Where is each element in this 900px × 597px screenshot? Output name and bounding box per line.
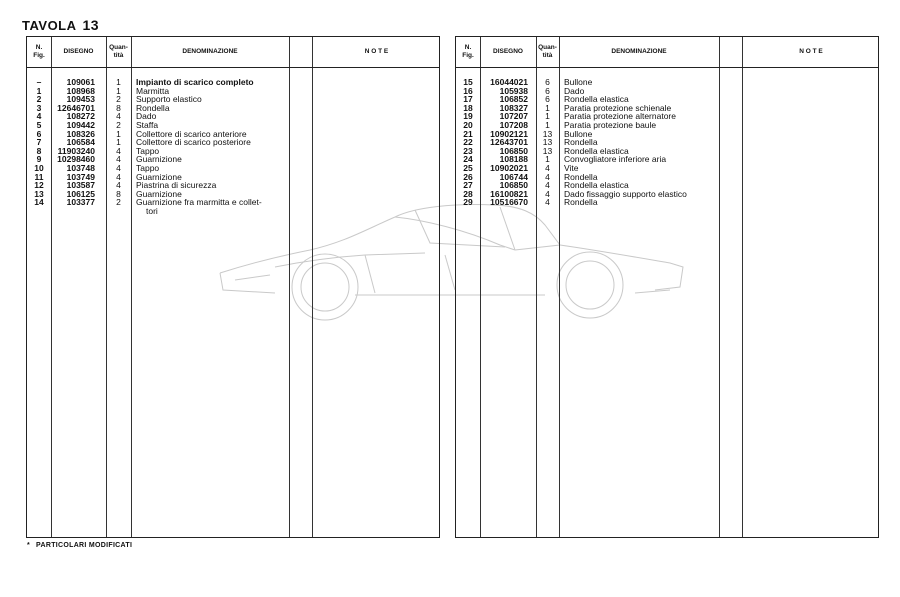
denominazione-cell: Paratia protezione schienale [564,102,672,113]
fig-cell: 9 [36,154,42,165]
denominazione-cell: Rondella [564,171,598,182]
qty-cell: 1 [545,111,550,122]
disegno-cell: 106850 [499,180,528,191]
qty-cell: 1 [116,85,121,96]
footnote-text: PARTICOLARI MODIFICATI [36,542,133,549]
disegno-cell: 109061 [66,77,95,87]
qty-cell: 4 [545,197,550,208]
disegno-cell: 12646701 [57,102,95,113]
fig-cell: 10 [34,162,44,173]
parts-table-right [455,36,879,538]
page-title-label: TAVOLA [22,18,77,33]
qty-cell: 2 [116,119,121,130]
header-note: N O T E [364,48,389,55]
fig-cell: 16 [463,85,473,96]
qty-cell: 4 [116,154,121,165]
qty-cell: 1 [545,119,550,130]
qty-cell: 4 [116,162,121,173]
fig-cell: 1 [36,85,42,96]
denominazione-cell: Bullone [564,77,593,87]
fig-cell: 26 [463,171,473,182]
disegno-cell: 16100821 [490,188,528,199]
denominazione-cell: Staffa [136,119,159,130]
disegno-cell: 108272 [66,111,95,122]
header-denominazione: DENOMINAZIONE [611,48,667,55]
denominazione-cell: Collettore di scarico anteriore [136,128,247,139]
fig-cell: 15 [463,77,473,87]
fig-cell: 24 [463,154,473,165]
disegno-cell: 103377 [66,197,95,208]
fig-cell: 18 [463,102,473,113]
fig-cell: 29 [463,197,473,208]
fig-cell: – [36,77,42,87]
denominazione-cell: Guarnizione [136,171,182,182]
denominazione-cell: Supporto elastico [136,94,202,105]
denominazione-cell: Guarnizione fra marmitta e collet- [136,197,262,208]
denominazione-cell: Rondella [564,197,598,208]
qty-cell: 4 [545,180,550,191]
qty-cell: 4 [116,111,121,122]
qty-cell: 13 [542,128,553,139]
disegno-cell: 12643701 [490,137,528,148]
fig-cell: 6 [36,128,42,139]
fig-cell: 2 [36,94,42,105]
disegno-cell: 106584 [66,137,95,148]
fig-cell: 11 [34,171,44,182]
denominazione-cell: Convogliatore inferiore aria [564,154,667,165]
fig-cell: 21 [463,128,473,139]
denominazione-cell: Dado [136,111,157,122]
qty-cell: 1 [116,77,121,87]
qty-cell: 4 [545,162,550,173]
qty-cell: 6 [545,85,550,96]
table-row [456,198,878,207]
fig-cell: 5 [36,119,42,130]
disegno-cell: 16044021 [490,77,528,87]
fig-cell: 25 [463,162,473,173]
denominazione-cell: Paratia protezione alternatore [564,111,676,122]
page-title [22,17,99,33]
denominazione-cell: tori [146,205,158,216]
fig-cell: 27 [463,180,473,191]
disegno-cell: 10516670 [490,197,528,208]
qty-cell: 4 [116,171,121,182]
right-rows [456,78,878,207]
disegno-cell: 103749 [66,171,95,182]
qty-cell: 4 [545,188,550,199]
fig-cell: 8 [36,145,42,156]
header-quantita: Quan- tità [109,44,128,59]
disegno-cell: 10902121 [490,128,528,139]
fig-cell: 22 [463,137,473,148]
parts-table-left [26,36,440,538]
fig-cell: 14 [34,197,44,208]
denominazione-cell: Rondella elastica [564,145,629,156]
denominazione-cell: Rondella elastica [564,94,629,105]
header-quantita: Quan- tità [538,44,557,59]
disegno-cell: 107208 [499,119,528,130]
denominazione-cell: Collettore di scarico posteriore [136,137,251,148]
qty-cell: 1 [545,102,550,113]
fig-cell: 28 [463,188,473,199]
fig-cell: 4 [36,111,42,122]
denominazione-cell: Piastrina di sicurezza [136,180,217,191]
disegno-cell: 106850 [499,145,528,156]
table-row [27,198,439,207]
disegno-cell: 109442 [66,119,95,130]
denominazione-cell: Rondella [564,137,598,148]
qty-cell: 4 [116,145,121,156]
header-note: N O T E [799,48,823,55]
qty-cell: 6 [545,77,550,87]
footnote [27,542,132,549]
denominazione-cell: Impianto di scarico completo [136,77,254,87]
denominazione-cell: Guarnizione [136,154,182,165]
disegno-cell: 106852 [499,94,528,105]
left-rows [27,78,439,216]
page-title-number: 13 [82,17,100,33]
header-disegno: DISEGNO [493,48,523,55]
disegno-cell: 107207 [499,111,528,122]
denominazione-cell: Dado [564,85,585,96]
disegno-cell: 10902021 [490,162,528,173]
fig-cell: 23 [463,145,473,156]
denominazione-cell: Bullone [564,128,593,139]
qty-cell: 4 [545,171,550,182]
denominazione-cell: Marmitta [136,85,170,96]
qty-cell: 8 [116,102,121,113]
qty-cell: 13 [542,145,553,156]
disegno-cell: 108968 [66,85,95,96]
disegno-cell: 103748 [66,162,95,173]
disegno-cell: 103587 [66,180,95,191]
disegno-cell: 108327 [499,102,528,113]
denominazione-cell: Tappo [136,162,160,173]
denominazione-cell: Rondella elastica [564,180,629,191]
disegno-cell: 11903240 [57,145,95,156]
fig-cell: 3 [36,102,42,113]
qty-cell: 2 [116,197,121,208]
footnote-star: * [27,542,31,549]
qty-cell: 1 [116,128,121,139]
qty-cell: 13 [542,137,553,148]
fig-cell: 7 [36,137,42,148]
denominazione-cell: Vite [564,162,579,173]
qty-cell: 4 [116,180,121,191]
denominazione-cell: Paratia protezione baule [564,119,657,130]
disegno-cell: 108326 [66,128,95,139]
disegno-cell: 108188 [499,154,528,165]
qty-cell: 6 [545,94,550,105]
header-disegno: DISEGNO [63,48,94,55]
denominazione-cell: Tappo [136,145,160,156]
table-row [27,207,439,216]
disegno-cell: 106125 [66,188,95,199]
qty-cell: 1 [116,137,121,148]
header-fig: N. Fig. [33,44,45,59]
qty-cell: 8 [116,188,121,199]
denominazione-cell: Dado fissaggio supporto elastico [564,188,687,199]
fig-cell: 20 [463,119,473,130]
qty-cell: 2 [116,94,121,105]
fig-cell: 12 [34,180,44,191]
denominazione-cell: Guarnizione [136,188,182,199]
disegno-cell: 10298460 [57,154,95,165]
fig-cell: 17 [463,94,473,105]
disegno-cell: 106744 [499,171,528,182]
header-denominazione: DENOMINAZIONE [182,48,238,55]
qty-cell: 1 [545,154,550,165]
fig-cell: 13 [34,188,44,199]
disegno-cell: 109453 [66,94,95,105]
disegno-cell: 105938 [499,85,528,96]
header-fig: N. Fig. [462,44,474,59]
denominazione-cell: Rondella [136,102,170,113]
fig-cell: 19 [463,111,473,122]
